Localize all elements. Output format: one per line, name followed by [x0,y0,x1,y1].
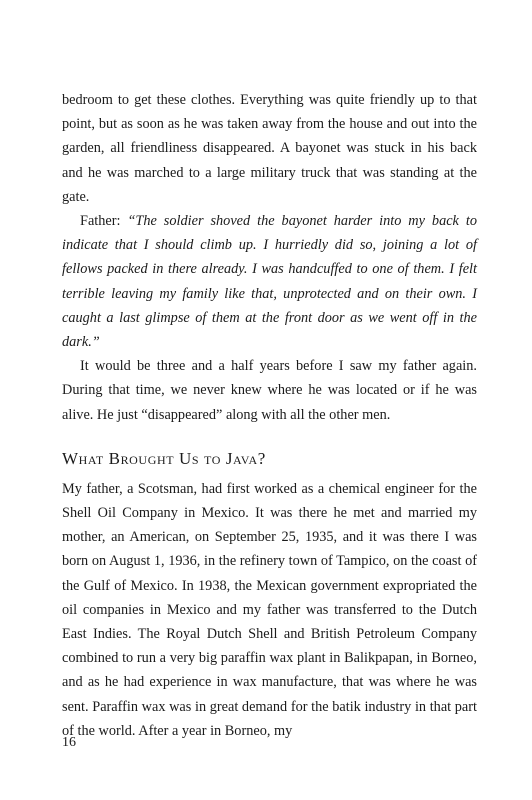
quote-speaker: Father: [80,213,128,230]
paragraph-bayonet: bedroom to get these clothes. Everything was quite friendly up to that point, but as soon as he was taken away from the house and out into the garden, all friendliness disappeared. A bayonet was stuck in his back and he was marched to a large military truck that was standing at the gate. [62,92,477,205]
section-heading: What Brought Us to Java? [62,448,266,468]
paragraph-java-history: My father, a Scotsman, had first worked as a chemical engineer for the Shell Oil Company in Mexico. It was there he met and married my mother, an American, on September 25, 1935, and it was there I was born on August 1, 1936, in the refinery town of Tampico, on the coast of the Gulf of Mexico. In 1938, the Mexican government expropriated the oil companies in Mexico and my father was transferred to the Dutch East Indies. The Royal Dutch Shell and British Petroleum Company combined to run a very big paraffin wax plant in Balikpapan, in Borneo, and as he had experience in wax manufacture, that was where he was sent. Paraffin wax was in great demand for the batik industry in that part of the world. After a year in Borneo, my [62,480,477,739]
page-number: 16 [62,735,76,750]
paragraph-father-quote [62,209,477,354]
quote-text: “The soldier shoved the bayonet harder into my back to indicate that I should climb up. I hurriedly did so, joining a lot of fellows packed in there already. I was handcuffed to one of them. I felt terrible leaving my family like that, unprotected and on their own. I caught a last glimpse of them at the front door as we went off in the dark.” [62,213,477,351]
paragraph-three-years: It would be three and a half years before I saw my father again. During that time, we never knew where he was located or if he was alive. He just “disappeared” along with all the other men. [62,358,477,423]
page-body [62,88,477,743]
